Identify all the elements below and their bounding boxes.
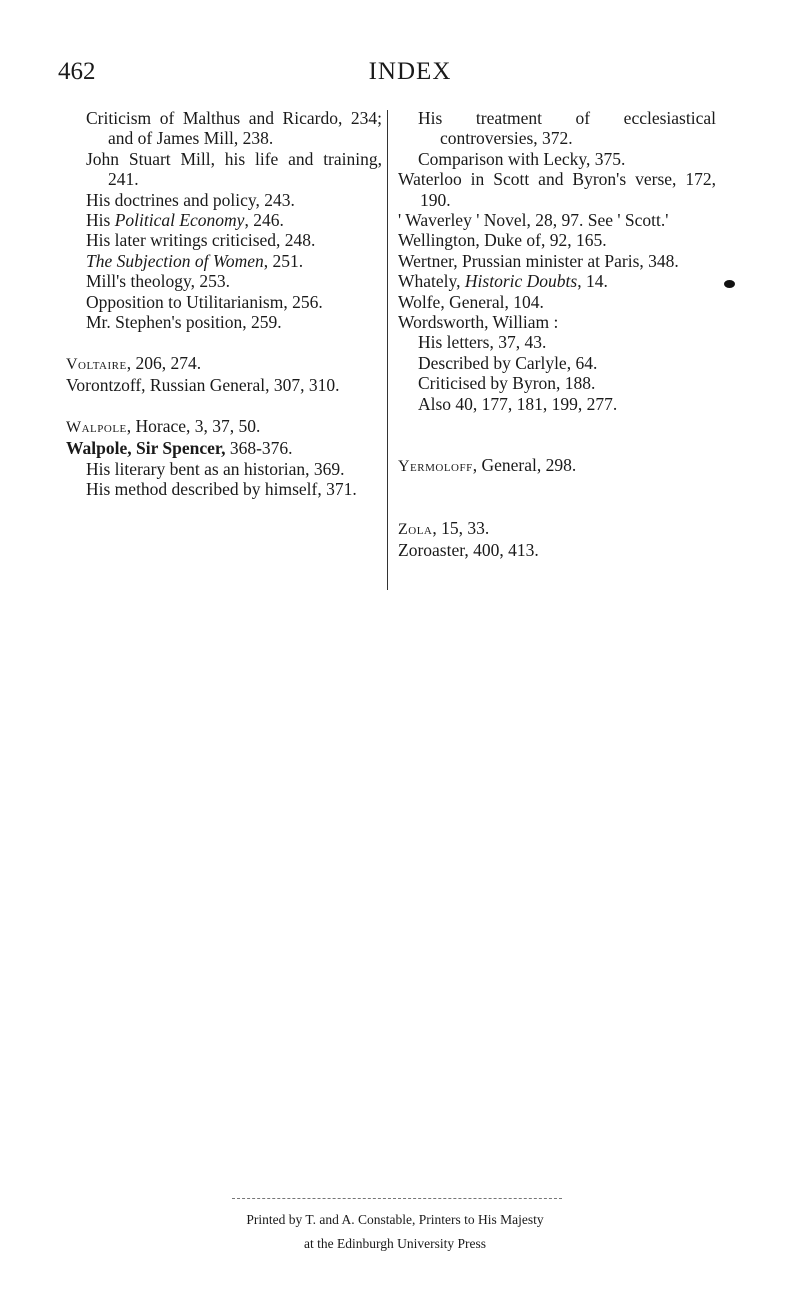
- entry-gap: [64, 332, 382, 352]
- page-title: INDEX: [368, 58, 452, 85]
- index-entry: His literary bent as an historian, 369.: [86, 458, 345, 479]
- index-entry: Criticism of Malthus and Ricardo, 234; and of James Mill, 238.: [86, 108, 382, 149]
- index-entry: ' Waverley ' Novel, 28, 97. See ' Scott.': [398, 210, 669, 231]
- index-column-left: [64, 108, 382, 500]
- index-entry: Zola, 15, 33.: [398, 518, 490, 539]
- index-entry: His method described by himself, 371.: [86, 479, 357, 500]
- index-entry: His later writings criticised, 248.: [86, 230, 316, 251]
- imprint-rule: [232, 1198, 562, 1199]
- imprint-line-2: at the Edinburgh University Press: [304, 1236, 486, 1251]
- index-entry: Waterloo in Scott and Byron's verse, 172, 190.: [398, 169, 716, 210]
- page-number: 462: [58, 58, 96, 85]
- index-entry: John Stuart Mill, his life and training, 241.: [86, 148, 382, 190]
- index-entry: Wolfe, General, 104.: [398, 291, 544, 312]
- entry-gap: [396, 434, 716, 454]
- index-entry: Zoroaster, 400, 413.: [398, 540, 539, 561]
- index-entry: Voltaire, 206, 274.: [66, 352, 202, 373]
- index-entry: The Subjection of Women, 251.: [86, 250, 304, 271]
- index-entry: Walpole, Sir Spencer, 368-376.: [66, 438, 293, 459]
- entry-gap: [396, 477, 716, 497]
- index-entry: Mr. Stephen's position, 259.: [86, 312, 282, 333]
- index-entry: Comparison with Lecky, 375.: [418, 148, 626, 169]
- entry-gap: [396, 498, 716, 518]
- index-entry: His Political Economy, 246.: [86, 210, 284, 231]
- index-entry: Criticised by Byron, 188.: [418, 373, 596, 394]
- entry-gap: [396, 414, 716, 434]
- index-entry: Vorontzoff, Russian General, 307, 310.: [66, 375, 340, 396]
- index-entry: Mill's theology, 253.: [86, 271, 230, 292]
- entry-gap: [64, 396, 382, 416]
- index-entry: Wellington, Duke of, 92, 165.: [398, 230, 607, 251]
- index-entry: Wordsworth, William :: [398, 312, 559, 333]
- index-entry: His treatment of ecclesiastical controversies, 372.: [418, 108, 716, 149]
- index-entry: His letters, 37, 43.: [418, 332, 547, 353]
- index-entry: Also 40, 177, 181, 199, 277.: [418, 393, 618, 414]
- column-divider: [387, 110, 388, 590]
- index-entry: Yermoloff, General, 298.: [398, 454, 577, 475]
- index-column-right: [396, 108, 716, 561]
- index-entry: Opposition to Utilitarianism, 256.: [86, 291, 323, 312]
- index-entry: Described by Carlyle, 64.: [418, 352, 598, 373]
- index-entry: Walpole, Horace, 3, 37, 50.: [66, 416, 261, 437]
- imprint-line-1: Printed by T. and A. Constable, Printers to His Majesty: [246, 1212, 544, 1227]
- index-entry: Wertner, Prussian minister at Paris, 348.: [398, 250, 679, 271]
- index-entry: His doctrines and policy, 243.: [86, 189, 295, 210]
- ink-blot-mark: [724, 280, 735, 288]
- index-entry: Whately, Historic Doubts, 14.: [398, 271, 608, 292]
